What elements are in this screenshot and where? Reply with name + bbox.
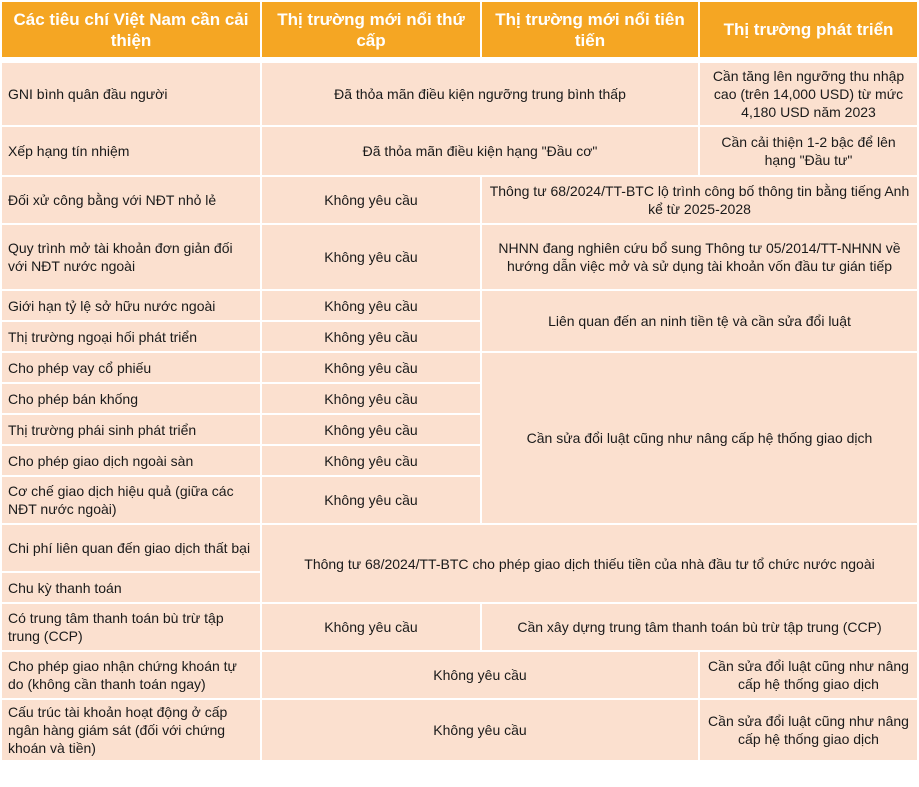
- trading-group-note-cell: Cần sửa đổi luật cũng như nâng cấp hệ thống giao dịch: [482, 353, 917, 523]
- header-spacer: [2, 59, 917, 61]
- developed-cell: Cần sửa đổi luật cũng như nâng cấp hệ thống giao dịch: [700, 700, 917, 760]
- secondary-cell: Không yêu cầu: [262, 477, 480, 523]
- emerging-cell: Đã thỏa mãn điều kiện hạng "Đầu cơ": [262, 127, 698, 175]
- settlement-group-note-cell: Thông tư 68/2024/TT-BTC cho phép giao dịch thiếu tiền của nhà đầu tư tổ chức nước ngoài: [262, 525, 917, 602]
- header-developed: Thị trường phát triển: [700, 2, 917, 57]
- table-row: [2, 353, 917, 382]
- criterion-cell: Cho phép giao nhận chứng khoán tự do (không cần thanh toán ngay): [2, 652, 260, 698]
- criterion-cell: Thị trường phái sinh phát triển: [2, 415, 260, 444]
- secondary-cell: Không yêu cầu: [262, 322, 480, 351]
- secondary-cell: Không yêu cầu: [262, 415, 480, 444]
- fx-group-note-cell: Liên quan đến an ninh tiền tệ và cần sửa đổi luật: [482, 291, 917, 351]
- table-row: [2, 291, 917, 320]
- developed-cell: Cần tăng lên ngưỡng thu nhập cao (trên 14,000 USD) từ mức 4,180 USD năm 2023: [700, 63, 917, 125]
- developed-cell: Cần sửa đổi luật cũng như nâng cấp hệ thống giao dịch: [700, 652, 917, 698]
- secondary-cell: Không yêu cầu: [262, 291, 480, 320]
- criterion-cell: Cho phép bán khống: [2, 384, 260, 413]
- secondary-cell: Không yêu cầu: [262, 446, 480, 475]
- secondary-cell: Không yêu cầu: [262, 353, 480, 382]
- developed-cell: Cần cải thiện 1-2 bậc để lên hạng "Đầu tư": [700, 127, 917, 175]
- table-row: [2, 700, 917, 760]
- table-row: [2, 525, 917, 571]
- table-row: [2, 604, 917, 650]
- criterion-cell: Chi phí liên quan đến giao dịch thất bại: [2, 525, 260, 571]
- secondary-cell: Không yêu cầu: [262, 225, 480, 289]
- secondary-cell: Không yêu cầu: [262, 177, 480, 223]
- criterion-cell: Đối xử công bằng với NĐT nhỏ lẻ: [2, 177, 260, 223]
- criterion-cell: Chu kỳ thanh toán: [2, 573, 260, 602]
- table-row: [2, 127, 917, 175]
- advanced-developed-cell: Cần xây dựng trung tâm thanh toán bù trừ tập trung (CCP): [482, 604, 917, 650]
- header-advanced-emerging: Thị trường mới nổi tiên tiến: [482, 2, 698, 57]
- header-secondary-emerging: Thị trường mới nổi thứ cấp: [262, 2, 480, 57]
- emerging-cell: Không yêu cầu: [262, 700, 698, 760]
- criterion-cell: Cho phép giao dịch ngoài sàn: [2, 446, 260, 475]
- table-row: [2, 225, 917, 289]
- criterion-cell: Xếp hạng tín nhiệm: [2, 127, 260, 175]
- criterion-cell: Cho phép vay cổ phiếu: [2, 353, 260, 382]
- criterion-cell: Cơ chế giao dịch hiệu quả (giữa các NĐT nước ngoài): [2, 477, 260, 523]
- criterion-cell: Có trung tâm thanh toán bù trừ tập trung (CCP): [2, 604, 260, 650]
- emerging-cell: Không yêu cầu: [262, 652, 698, 698]
- table-row: [2, 177, 917, 223]
- table-row: [2, 63, 917, 125]
- secondary-cell: Không yêu cầu: [262, 604, 480, 650]
- criterion-cell: GNI bình quân đầu người: [2, 63, 260, 125]
- header-criteria: Các tiêu chí Việt Nam cần cải thiện: [2, 2, 260, 57]
- secondary-cell: Không yêu cầu: [262, 384, 480, 413]
- criterion-cell: Cấu trúc tài khoản hoạt động ở cấp ngân hàng giám sát (đối với chứng khoán và tiền): [2, 700, 260, 760]
- criterion-cell: Giới hạn tỷ lệ sở hữu nước ngoài: [2, 291, 260, 320]
- criterion-cell: Quy trình mở tài khoản đơn giản đối với NĐT nước ngoài: [2, 225, 260, 289]
- header-row: [2, 2, 917, 57]
- emerging-cell: Đã thỏa mãn điều kiện ngưỡng trung bình thấp: [262, 63, 698, 125]
- criterion-cell: Thị trường ngoại hối phát triển: [2, 322, 260, 351]
- table-row: [2, 652, 917, 698]
- advanced-developed-cell: NHNN đang nghiên cứu bổ sung Thông tư 05/2014/TT-NHNN về hướng dẫn việc mở và sử dụng tài khoản vốn đầu tư gián tiếp: [482, 225, 917, 289]
- advanced-developed-cell: Thông tư 68/2024/TT-BTC lộ trình công bố thông tin bằng tiếng Anh kể từ 2025-2028: [482, 177, 917, 223]
